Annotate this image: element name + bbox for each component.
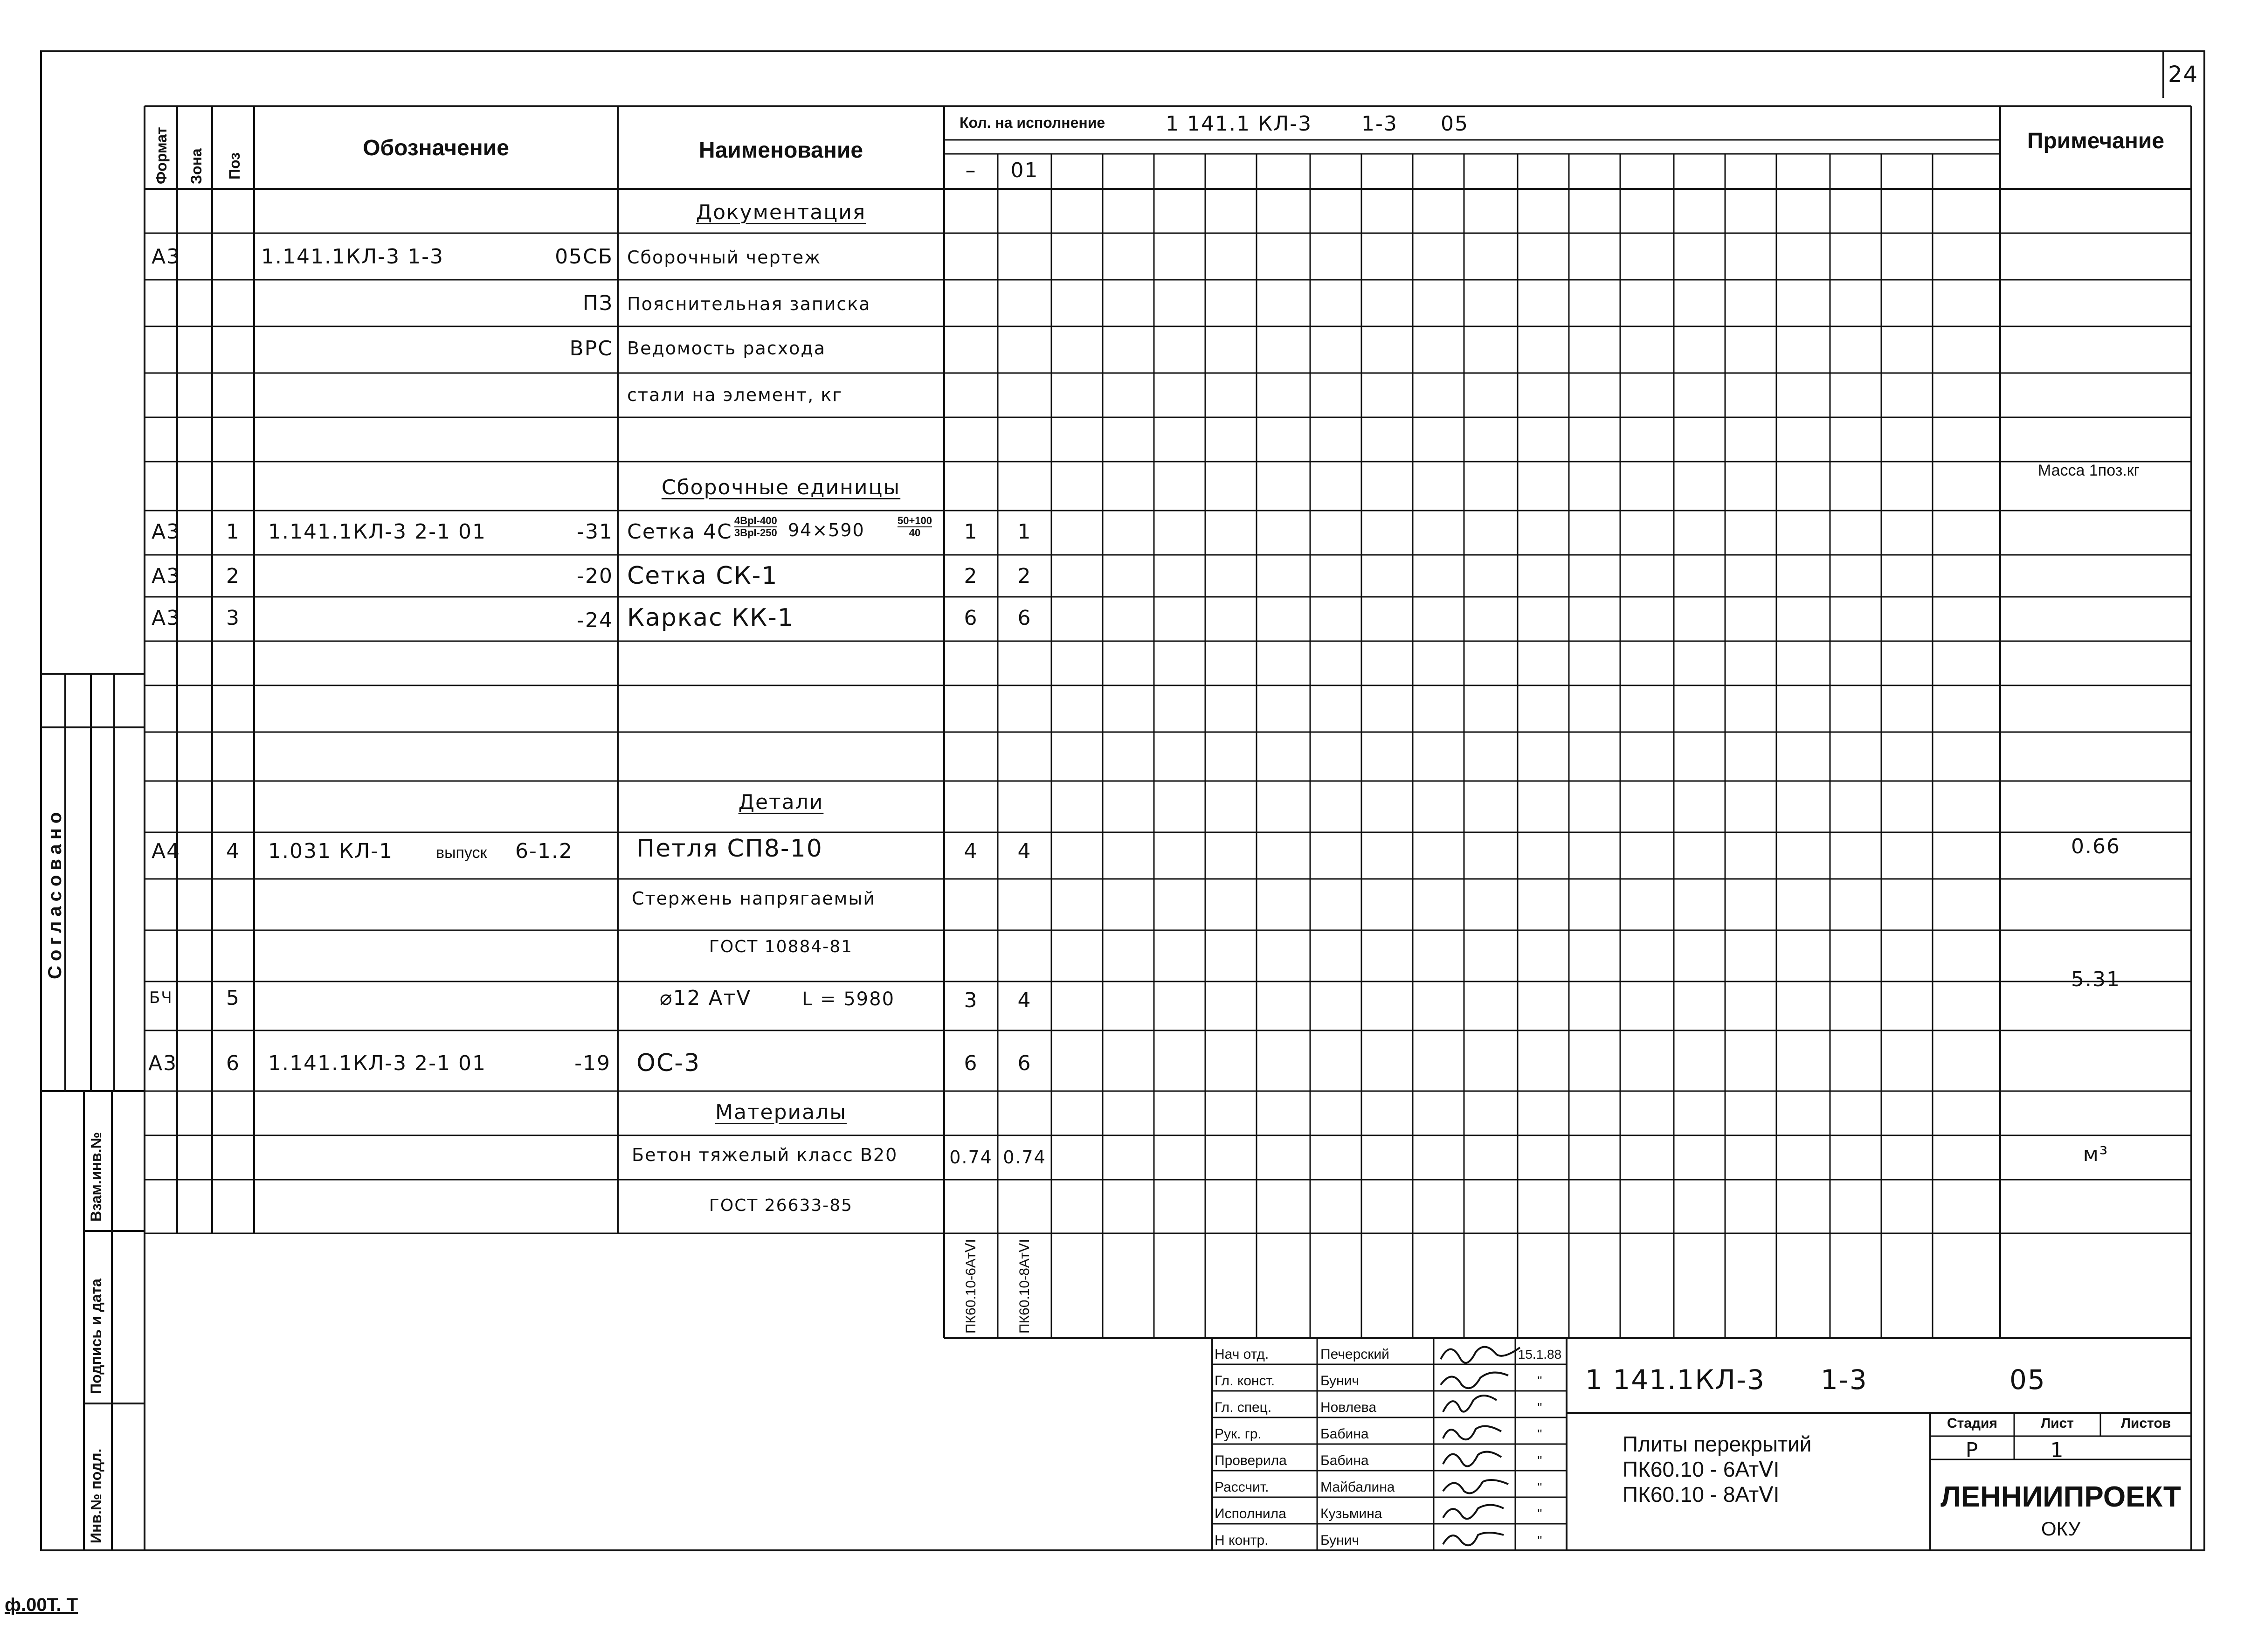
side-sign-date: Подпись и дата: [88, 1279, 104, 1394]
date-5: ": [1537, 1453, 1542, 1468]
row14-name: ОС-3: [636, 1049, 701, 1077]
row14-format: А3: [148, 1051, 178, 1075]
header-qty-label: Кол. на исполнение: [960, 114, 1105, 131]
row7-pos: 2: [226, 564, 240, 588]
row2-name: Пояснительная записка: [627, 294, 871, 314]
row6-dims: 94×590: [788, 520, 865, 540]
row10-des-extra: выпуск: [436, 844, 487, 862]
row10-designation: 1.031 КЛ-1: [268, 839, 394, 863]
row13-pos: 5: [226, 986, 240, 1010]
person-6: Майбалина: [1320, 1479, 1395, 1495]
row13-qty1: 3: [964, 988, 978, 1012]
date-6: ": [1537, 1480, 1542, 1494]
row1-des-suffix: 05СБ: [555, 245, 613, 269]
title-doc-suffix: 05: [2009, 1364, 2046, 1396]
row6-designation: 1.141.1КЛ-3 2-1 01: [268, 520, 486, 544]
stage-value: Р: [1965, 1438, 1979, 1462]
variant-label-2: ПК60.10-8АтⅤI: [1017, 1239, 1032, 1334]
section-materials: Материалы: [715, 1100, 847, 1124]
row8-qty2: 6: [1017, 606, 1032, 630]
title-doc-code: 1 141.1КЛ-3: [1585, 1364, 1766, 1396]
row16-name: Бетон тяжелый класс В20: [632, 1145, 898, 1165]
signature-6: [1443, 1480, 1508, 1493]
title-dates: [1518, 1341, 1562, 1554]
department-name: ОКУ: [2041, 1518, 2081, 1540]
person-4: Бабина: [1320, 1426, 1369, 1442]
row8-pos: 3: [226, 606, 240, 630]
row16-qty2: 0.74: [1003, 1147, 1046, 1168]
row7-name: Сетка СК-1: [627, 562, 778, 590]
row7-format: А3: [152, 564, 181, 588]
organization-name: ЛЕННИИПРОЕКТ: [1940, 1481, 2181, 1513]
sheet-label: Лист: [2041, 1416, 2074, 1431]
row1-format: А3: [152, 245, 181, 269]
role-1: Нач отд.: [1215, 1347, 1269, 1362]
person-7: Кузьмина: [1320, 1506, 1382, 1521]
row6-qty1: 1: [964, 520, 978, 544]
signature-1: [1441, 1347, 1520, 1363]
row3-des-suffix: ВРС: [569, 337, 613, 360]
row6-name: Сетка 4С: [627, 520, 732, 544]
row10-des-suffix: 6-1.2: [515, 839, 573, 863]
row11-name: Стержень напрягаемый: [632, 888, 876, 909]
row8-format: А3: [152, 606, 181, 630]
role-6: Рассчит.: [1215, 1479, 1269, 1495]
row6-des-suffix: -31: [577, 520, 613, 544]
title-line-3: ПК60.10 - 8АтⅤI: [1623, 1482, 1780, 1507]
row14-pos: 6: [226, 1051, 240, 1075]
row10-format: А4: [152, 839, 181, 863]
row13-qty2: 4: [1017, 988, 1032, 1012]
header-zone: Зона: [188, 148, 205, 184]
role-5: Проверила: [1215, 1453, 1287, 1468]
row10-name: Петля СП8-10: [636, 835, 823, 863]
section-details: Детали: [738, 790, 824, 814]
signature-8: [1443, 1533, 1504, 1545]
section-documentation: Документация: [696, 200, 866, 224]
header-note: Примечание: [2027, 129, 2165, 153]
row13-note: 5.31: [2071, 968, 2120, 991]
row10-qty1: 4: [964, 839, 978, 863]
row1-name: Сборочный чертеж: [627, 247, 822, 268]
row17-name: ГОСТ 26633-85: [709, 1196, 853, 1215]
mass-note: Масса 1поз.кг: [2037, 462, 2140, 479]
title-line-1: Плиты перекрытий: [1623, 1432, 1812, 1456]
sheet-number: 24: [2168, 62, 2199, 88]
row12-name: ГОСТ 10884-81: [709, 937, 853, 956]
signature-2: [1441, 1373, 1508, 1389]
date-8: ": [1537, 1533, 1542, 1548]
row10-pos: 4: [226, 839, 240, 863]
date-3: ": [1537, 1400, 1542, 1415]
row8-name: Каркас КК-1: [627, 604, 794, 632]
person-5: Бабина: [1320, 1453, 1369, 1468]
sheets-label: Листов: [2120, 1416, 2171, 1431]
row6-pos: 1: [226, 520, 240, 544]
date-7: ": [1537, 1507, 1542, 1521]
row14-des-suffix: -19: [574, 1051, 611, 1075]
header-qty-col2: 01: [1010, 159, 1039, 182]
row14-qty2: 6: [1017, 1051, 1032, 1075]
header-name: Наименование: [698, 138, 863, 163]
role-4: Рук. гр.: [1215, 1426, 1262, 1442]
side-inv-replace: Взам.инв.№: [88, 1132, 104, 1222]
row6-qty2: 1: [1017, 520, 1032, 544]
row7-qty2: 2: [1017, 564, 1032, 588]
row6-fraction: 4ВрI-400 3ВрI-250: [734, 515, 777, 539]
row7-qty1: 2: [964, 564, 978, 588]
row14-qty1: 6: [964, 1051, 978, 1075]
header-qty-code-part: 1-3: [1361, 112, 1398, 136]
date-2: ": [1537, 1374, 1542, 1388]
header-format: Формат: [153, 127, 170, 184]
person-3: Новлева: [1320, 1400, 1377, 1415]
role-2: Гл. конст.: [1215, 1373, 1275, 1389]
person-8: Бунич: [1320, 1533, 1359, 1548]
role-7: Исполнила: [1215, 1506, 1286, 1521]
header-pos: Поз: [226, 152, 243, 180]
header-qty-col1: –: [965, 159, 977, 182]
row6-fraction2: 50+100 40: [898, 515, 932, 539]
row2-des-suffix: ПЗ: [582, 291, 613, 315]
sheet-value: 1: [2050, 1438, 2065, 1462]
signature-5: [1443, 1452, 1501, 1466]
title-doc-part: 1-3: [1821, 1364, 1868, 1396]
row10-note: 0.66: [2071, 835, 2120, 858]
row16-note: м³: [2083, 1142, 2109, 1166]
row8-des-suffix: -24: [577, 608, 613, 632]
person-2: Бунич: [1320, 1373, 1359, 1389]
side-inv-orig: Инв.№ подл.: [88, 1448, 104, 1543]
signature-4: [1443, 1426, 1501, 1440]
row6-format: А3: [152, 520, 181, 544]
row7-des-suffix: -20: [577, 564, 613, 588]
section-assembly-units: Сборочные единицы: [661, 476, 901, 499]
header-designation: Обозначение: [363, 136, 509, 160]
row13-format: БЧ: [149, 988, 173, 1007]
title-line-2: ПК60.10 - 6АтⅤI: [1623, 1457, 1780, 1481]
row10-qty2: 4: [1017, 839, 1032, 863]
role-3: Гл. спец.: [1215, 1400, 1272, 1415]
side-agreed: Согласовано: [45, 807, 65, 979]
row13-name: ⌀12 АтⅤ: [660, 986, 752, 1010]
form-code: ф.00Т. Т: [5, 1595, 78, 1615]
variant-label-1: ПК60.10-6АтⅤI: [963, 1239, 979, 1334]
header-qty-code: 1 141.1 КЛ-3: [1166, 112, 1312, 136]
row8-qty1: 6: [964, 606, 978, 630]
header-qty-code-suffix: 05: [1441, 112, 1469, 136]
person-1: Печерский: [1320, 1347, 1389, 1362]
stage-label: Стадия: [1947, 1416, 1998, 1431]
row3-name: Ведомость расхода: [627, 338, 826, 359]
row1-designation: 1.141.1КЛ-3 1-3: [261, 245, 444, 269]
role-8: Н контр.: [1215, 1533, 1269, 1548]
signature-7: [1443, 1505, 1504, 1519]
date-4: ": [1537, 1427, 1542, 1441]
title-lines: [1623, 1431, 1811, 1507]
row13-length: L = 5980: [802, 988, 895, 1010]
row4-name: стали на элемент, кг: [627, 385, 843, 405]
date-1: 15.1.88: [1518, 1347, 1562, 1362]
row16-qty1: 0.74: [949, 1147, 993, 1168]
row14-designation: 1.141.1КЛ-3 2-1 01: [268, 1051, 486, 1075]
signature-3: [1443, 1396, 1497, 1412]
